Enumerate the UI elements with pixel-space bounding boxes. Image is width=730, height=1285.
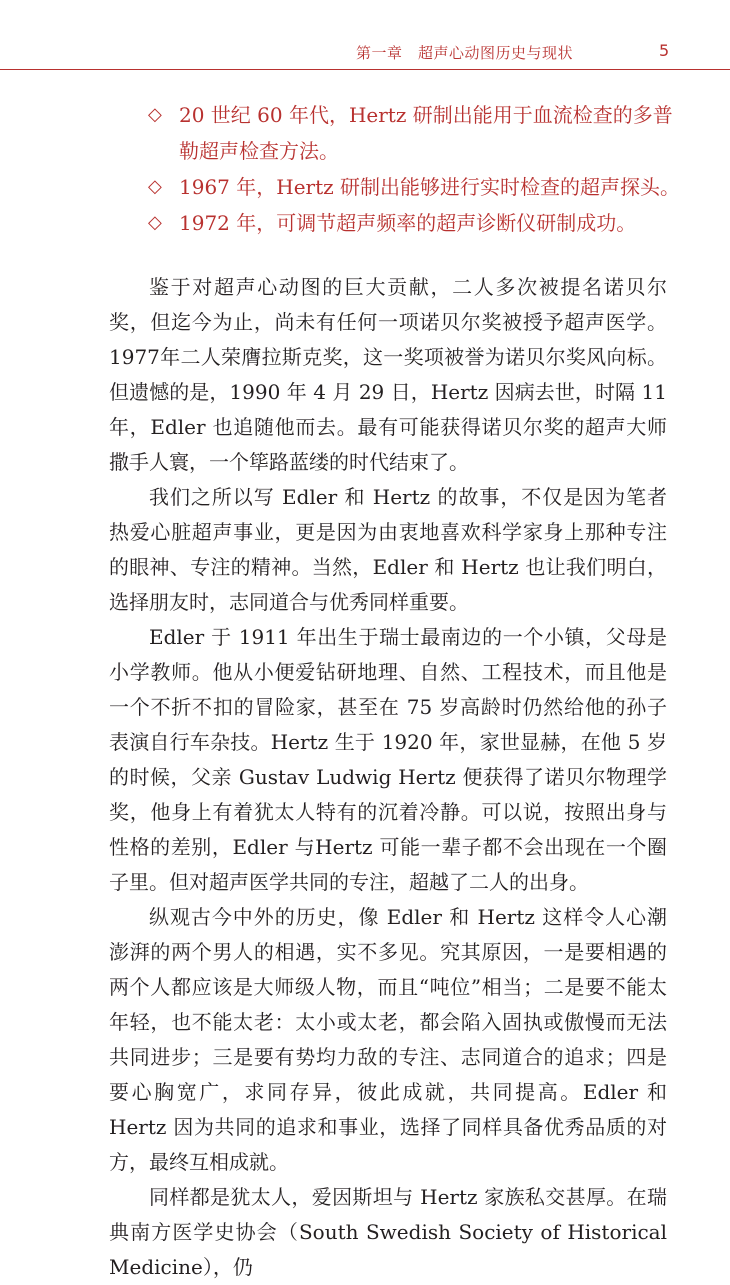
- body-text: [109, 270, 667, 1285]
- diamond-bullet-icon: ◇: [148, 104, 162, 125]
- bullet-item: [148, 97, 688, 169]
- diamond-bullet-icon: ◇: [148, 176, 162, 197]
- paragraph: 我们之所以写 Edler 和 Hertz 的故事，不仅是因为笔者热爱心脏超声事业，更是因为由衷地喜欢科学家身上那种专注的眼神、专注的精神。当然，Edler 和 Hertz 也让我们明白，选择朋友时，志同道合与优秀同样重要。: [109, 485, 667, 614]
- bullet-text: 1972 年，可调节超声频率的超声诊断仪研制成功。: [179, 211, 637, 235]
- paragraph: 同样都是犹太人，爱因斯坦与 Hertz 家族私交甚厚。在瑞典南方医学史协会（South Swedish Society of Historical Medicine），仍: [109, 1185, 667, 1279]
- paragraph: 鉴于对超声心动图的巨大贡献，二人多次被提名诺贝尔奖，但迄今为止，尚未有任何一项诺贝尔奖被授予超声医学。1977年二人荣膺拉斯克奖，这一奖项被誉为诺贝尔奖风向标。但遗憾的是，1990 年 4 月 29 日，Hertz 因病去世，时隔 11 年，Edler 也追随他而去。最有可能获得诺贝尔奖的超声大师撒手人寰，一个筚路蓝缕的时代结束了。: [109, 275, 667, 474]
- bullet-list: [148, 97, 688, 241]
- diamond-bullet-icon: ◇: [148, 212, 162, 233]
- paragraph: 纵观古今中外的历史，像 Edler 和 Hertz 这样令人心潮澎湃的两个男人的相遇，实不多见。究其原因，一是要相遇的两个人都应该是大师级人物，而且“吨位”相当；二是要不能太年轻，也不能太老：太小或太老，都会陷入固执或傲慢而无法共同进步；三是要有势均力敌的专注、志同道合的追求；四是要心胸宽广，求同存异，彼此成就，共同提高。Edler 和 Hertz 因为共同的追求和事业，选择了同样具备优秀品质的对方，最终互相成就。: [109, 905, 667, 1174]
- bullet-text: 1967 年，Hertz 研制出能够进行实时检查的超声探头。: [179, 175, 681, 199]
- header-divider: [0, 69, 730, 70]
- paragraph: Edler 于 1911 年出生于瑞士最南边的一个小镇，父母是小学教师。他从小便爱钻研地理、自然、工程技术，而且他是一个不折不扣的冒险家，甚至在 75 岁高龄时仍然给他的孙子表演自行车杂技。Hertz 生于 1920 年，家世显赫，在他 5 岁的时候，父亲 Gustav Ludwig Hertz 便获得了诺贝尔物理学奖，他身上有着犹太人特有的沉着冷静。可以说，按照出身与性格的差别，Edler 与Hertz 可能一辈子都不会出现在一个圈子里。但对超声医学共同的专注，超越了二人的出身。: [109, 625, 667, 894]
- bullet-item: [148, 169, 688, 205]
- running-header: [0, 38, 730, 70]
- chapter-title: 第一章 超声心动图历史与现状: [356, 44, 574, 62]
- bullet-item: [148, 205, 688, 241]
- bullet-text: 20 世纪 60 年代，Hertz 研制出能用于血流检查的多普勒超声检查方法。: [179, 103, 673, 163]
- page-number: 5: [659, 41, 670, 60]
